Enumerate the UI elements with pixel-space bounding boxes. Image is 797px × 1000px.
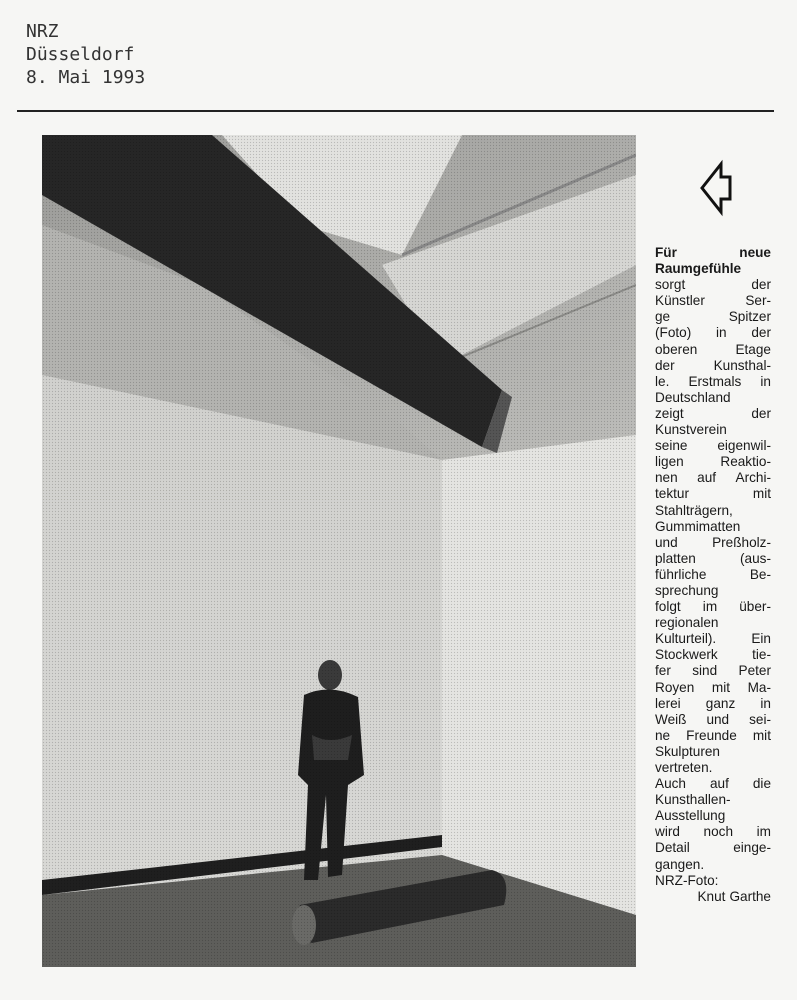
caption-word: (Foto): [655, 325, 692, 341]
caption-word: Be-: [749, 566, 771, 582]
caption-word: ganz: [705, 695, 736, 711]
caption-line: [655, 535, 771, 551]
caption-word: Künstler: [655, 293, 705, 309]
caption-word: noch: [703, 824, 734, 840]
gallery-scene-image: [42, 135, 636, 967]
caption-line: [655, 567, 771, 583]
caption-word: Stahlträgern,: [655, 502, 733, 518]
caption-line: [655, 293, 771, 309]
caption-word: gangen.: [655, 856, 705, 872]
caption-word: Etage: [735, 341, 771, 357]
caption-word: vertreten.: [655, 760, 713, 775]
caption-word: Freunde: [686, 727, 737, 743]
caption-word: fer: [655, 663, 671, 679]
caption-word: Raumgefühle: [655, 261, 742, 277]
caption-word: Gummimatten: [655, 518, 741, 534]
caption-word: seine: [655, 438, 688, 454]
caption-line: [655, 277, 771, 293]
caption-word: der: [751, 405, 771, 421]
caption-word: Kunsthal-: [713, 357, 771, 373]
caption-line: [655, 728, 771, 744]
caption-word: Deutschland: [655, 389, 731, 405]
caption-word: Garthe: [729, 888, 771, 904]
caption-word: ligen: [655, 454, 684, 470]
caption-word: (aus-: [740, 550, 771, 566]
caption-word: platten: [655, 550, 696, 566]
caption-word: Kunsthallen-: [655, 792, 731, 808]
caption-word: Kulturteil).: [655, 631, 717, 647]
caption-word: nen: [655, 470, 678, 486]
caption-word: Preßholz-: [712, 534, 771, 550]
caption-line: [655, 873, 771, 889]
caption-word: Ser-: [745, 293, 771, 309]
caption-word: der: [751, 277, 771, 293]
publication-name: NRZ: [26, 21, 59, 42]
caption-word: Spitzer: [728, 309, 771, 325]
caption-word: zeigt: [655, 405, 684, 421]
caption-word: Weiß: [655, 711, 687, 727]
caption-line: [655, 680, 771, 696]
caption-word: über-: [739, 599, 771, 615]
caption-word: ge: [655, 309, 671, 325]
caption-word: mit: [752, 727, 771, 743]
caption-word: Royen: [655, 679, 695, 695]
caption-line: [655, 792, 771, 808]
caption-line: [655, 808, 771, 824]
caption-word: Ein: [751, 631, 771, 647]
masthead: [26, 20, 145, 89]
caption-word: der: [751, 325, 771, 341]
caption-line: [655, 390, 771, 406]
caption-word: Knut: [697, 888, 726, 904]
caption-word: Für: [655, 245, 677, 260]
caption-word: Archi-: [735, 470, 771, 486]
caption-word: Erstmals: [688, 373, 742, 389]
caption-word: und: [706, 711, 730, 727]
caption-word: eigenwil-: [717, 438, 771, 454]
caption-word: Ausstellung: [655, 808, 726, 824]
caption-line: [655, 374, 771, 390]
caption-word: Stockwerk: [655, 647, 718, 663]
caption-line: [655, 486, 771, 502]
caption-word: Auch: [655, 776, 686, 792]
caption-line: [655, 857, 771, 873]
caption-word: Ma-: [747, 679, 771, 695]
caption-line: [655, 519, 771, 535]
caption-line: [655, 470, 771, 486]
caption-word: sorgt: [655, 277, 686, 293]
caption-word: folgt: [655, 599, 681, 615]
caption-line: [655, 647, 771, 663]
caption-word: mit: [711, 679, 730, 695]
caption-line: [655, 325, 771, 341]
hollow-left-arrow-icon: [698, 159, 734, 217]
caption-line: [655, 599, 771, 615]
caption-line: [655, 358, 771, 374]
caption-word: tie-: [752, 647, 771, 663]
caption-line: [655, 824, 771, 840]
caption-word: regionalen: [655, 615, 719, 631]
caption-line: [655, 631, 771, 647]
caption-word: Kunstverein: [655, 422, 727, 438]
caption-line: [655, 583, 771, 599]
caption-line: [655, 615, 771, 631]
caption-word: ne: [655, 727, 671, 743]
caption-word: im: [756, 824, 771, 840]
caption-line: [655, 503, 771, 519]
caption-line: [655, 840, 771, 856]
caption-word: auf: [709, 776, 729, 792]
caption-word: in: [760, 695, 771, 711]
caption-word: lerei: [655, 695, 681, 711]
caption-word: le.: [655, 373, 670, 389]
caption-word: im: [702, 599, 718, 615]
header-divider: [17, 110, 774, 112]
caption-line: [655, 438, 771, 454]
caption-word: die: [752, 776, 771, 792]
caption-word: Skulpturen: [655, 743, 720, 759]
caption-word: NRZ-Foto:: [655, 872, 719, 888]
caption-line: [655, 406, 771, 422]
caption-line: [655, 712, 771, 728]
caption-line: [655, 454, 771, 470]
caption-line: [655, 744, 771, 760]
caption-line: [655, 422, 771, 438]
caption-word: wird: [655, 824, 680, 840]
caption-word: sprechung: [655, 582, 719, 598]
caption-word: in: [760, 373, 771, 389]
caption-word: mit: [752, 486, 771, 502]
caption-word: und: [655, 534, 678, 550]
caption-line: [655, 261, 771, 277]
caption-line: [655, 776, 771, 792]
caption-word: neue: [739, 245, 771, 260]
publication-city: Düsseldorf: [26, 44, 135, 65]
article-photo: [42, 135, 636, 967]
caption-word: auf: [697, 470, 717, 486]
caption-word: oberen: [655, 341, 698, 357]
caption-line: [655, 309, 771, 325]
caption-line: [655, 663, 771, 679]
caption-word: tektur: [655, 486, 689, 502]
caption-word: Detail: [655, 840, 690, 856]
caption-word: Peter: [738, 663, 771, 679]
caption-line: [655, 696, 771, 712]
caption-word: führliche: [655, 566, 707, 582]
caption-word: der: [655, 357, 675, 373]
caption-line: [655, 760, 771, 776]
caption-word: sind: [692, 663, 718, 679]
caption-word: einge-: [733, 840, 771, 856]
caption-line: [655, 342, 771, 358]
caption-word: in: [716, 325, 727, 341]
caption-word: sei-: [749, 711, 771, 727]
caption-line: [655, 551, 771, 567]
caption-line: [655, 889, 771, 905]
publication-date: 8. Mai 1993: [26, 67, 146, 88]
caption-line: [655, 245, 771, 261]
photo-caption: [655, 245, 771, 905]
caption-word: Reaktio-: [720, 454, 771, 470]
